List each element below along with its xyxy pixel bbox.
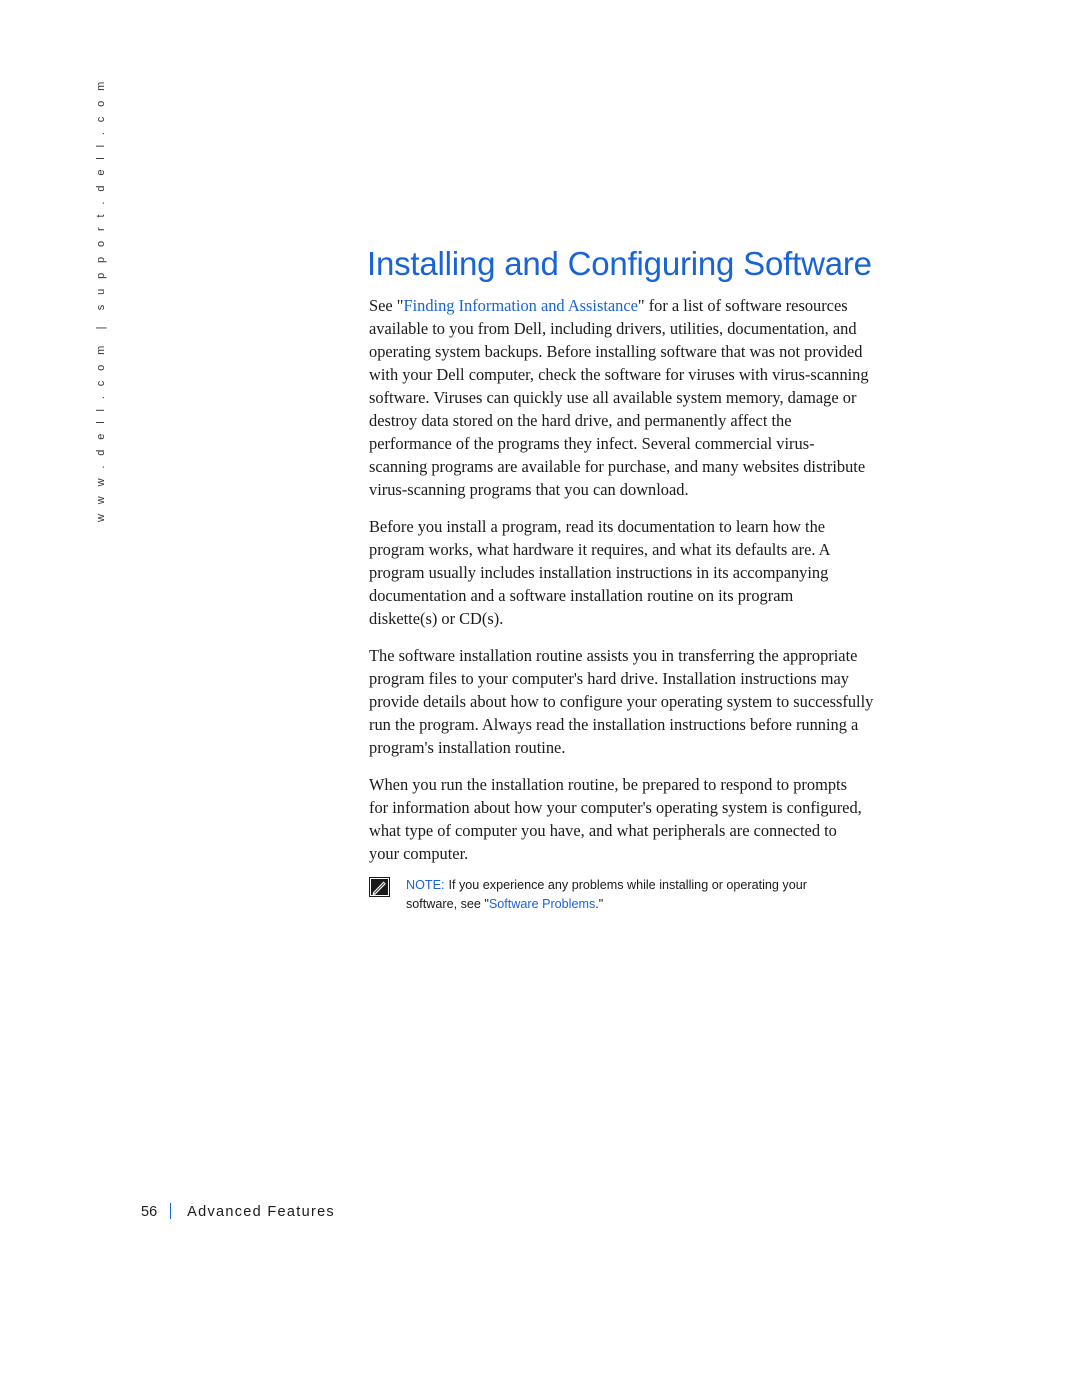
paragraph-line: performance of the programs they infect. Several commercial virus- bbox=[369, 434, 815, 453]
note-text bbox=[406, 876, 807, 914]
paragraph-line: for information about how your computer's operating system is configured, bbox=[369, 798, 862, 817]
paragraph-software-resources bbox=[369, 294, 929, 501]
paragraph-line: diskette(s) or CD(s). bbox=[369, 609, 504, 628]
text-fragment: ." bbox=[595, 897, 604, 911]
paragraph-line: your computer. bbox=[369, 844, 469, 863]
paragraph-line: run the program. Always read the installation instructions before running a bbox=[369, 715, 859, 734]
footer-section-title: Advanced Features bbox=[187, 1204, 335, 1220]
main-content bbox=[369, 240, 929, 879]
paragraph-before-install bbox=[369, 515, 929, 630]
text-fragment: If you experience any problems while installing or operating your bbox=[448, 878, 807, 892]
paragraph-line: Before you install a program, read its documentation to learn how the bbox=[369, 517, 826, 536]
paragraph-line: program files to your computer's hard drive. Installation instructions may bbox=[369, 669, 849, 688]
text-fragment: software, see " bbox=[406, 897, 489, 911]
paragraph-line: The software installation routine assists you in transferring the appropriate bbox=[369, 646, 858, 665]
text-fragment: " for a list of software resources bbox=[637, 296, 848, 315]
paragraph-line: operating system backups. Before installing software that was not provided bbox=[369, 342, 863, 361]
page-title: Installing and Configuring Software bbox=[367, 245, 872, 282]
paragraph-line: destroy data stored on the hard drive, and permanently affect the bbox=[369, 411, 792, 430]
note-pencil-icon bbox=[369, 877, 390, 897]
paragraph-line: documentation and a software installation routine on its program bbox=[369, 586, 794, 605]
paragraph-prompts bbox=[369, 773, 929, 865]
paragraph-line: virus-scanning programs that you can download. bbox=[369, 480, 689, 499]
paragraph-line: scanning programs are available for purchase, and many websites distribute bbox=[369, 457, 866, 476]
paragraph-line: available to you from Dell, including drivers, utilities, documentation, and bbox=[369, 319, 857, 338]
software-problems-link[interactable]: Software Problems bbox=[488, 897, 596, 911]
paragraph-line: what type of computer you have, and what peripherals are connected to bbox=[369, 821, 837, 840]
footer-divider bbox=[170, 1203, 171, 1219]
page-number: 56 bbox=[141, 1204, 158, 1220]
sidebar-url-text: w w w . d e l l . c o m | s u p p o r t . d e l l . c o m bbox=[95, 78, 107, 522]
text-fragment: See " bbox=[369, 296, 404, 315]
note-line bbox=[406, 876, 807, 895]
paragraph-line: with your Dell computer, check the software for viruses with virus-scanning bbox=[369, 365, 869, 384]
paragraph-line: program's installation routine. bbox=[369, 738, 566, 757]
paragraph-line bbox=[369, 294, 929, 317]
finding-information-link[interactable]: Finding Information and Assistance bbox=[403, 296, 638, 315]
paragraph-line: program usually includes installation instructions in its accompanying bbox=[369, 563, 829, 582]
note-label: NOTE: bbox=[406, 878, 445, 892]
note-line bbox=[406, 895, 807, 914]
paragraph-installation-routine bbox=[369, 644, 929, 759]
paragraph-line: software. Viruses can quickly use all available system memory, damage or bbox=[369, 388, 857, 407]
paragraph-line: When you run the installation routine, be prepared to respond to prompts bbox=[369, 775, 847, 794]
paragraph-line: program works, what hardware it requires, and what its defaults are. A bbox=[369, 540, 831, 559]
page-footer bbox=[141, 1201, 335, 1223]
paragraph-line: provide details about how to configure your operating system to successfully bbox=[369, 692, 874, 711]
